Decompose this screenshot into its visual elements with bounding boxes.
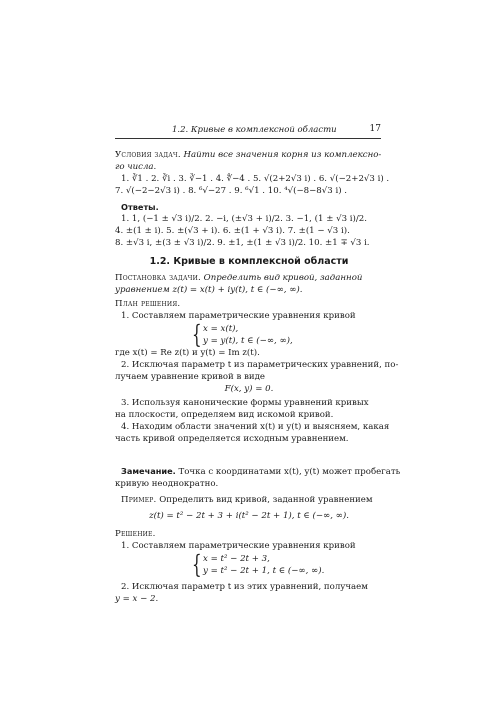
problem-text: Определить вид кривой, заданной bbox=[200, 273, 363, 283]
problem-block bbox=[115, 272, 383, 296]
param-eq-1: x = x(t), bbox=[203, 324, 239, 334]
solution-system bbox=[192, 550, 383, 579]
conditions-block bbox=[115, 149, 390, 197]
header-title: 1.2. Кривые в комплексной области bbox=[172, 125, 337, 135]
answers-line-1: 1. 1, (−1 ± √3 i)/2. 2. −i, (±√3 + i)/2. 3. −1, (1 ± √3 i)/2. bbox=[121, 214, 368, 224]
example-block bbox=[115, 494, 383, 526]
solution-block bbox=[115, 528, 383, 605]
problem-label: Постановка задачи. bbox=[115, 273, 201, 283]
remark-text: Точка с координатами x(t), y(t) может пробегать bbox=[175, 467, 401, 477]
solution-eq-2: y = t² − 2t + 1, t ∈ (−∞, ∞). bbox=[203, 566, 325, 576]
example-equation: z(t) = t² − 2t + 3 + i(t² − 2t + 1), t ∈ (−∞, ∞). bbox=[149, 511, 349, 521]
conditions-label: Условия задач. bbox=[115, 150, 181, 160]
plan-step-4a: 4. Находим области значений x(t) и y(t) и выясняем, какая bbox=[121, 422, 390, 432]
solution-step-2b: y = x − 2. bbox=[115, 594, 159, 604]
answers-title: Ответы. bbox=[121, 202, 159, 212]
example-text: Определить вид кривой, заданной уравнением bbox=[156, 495, 373, 505]
curve-equation: F(x, y) = 0. bbox=[224, 384, 274, 394]
problem-text-2: уравнением z(t) = x(t) + iy(t), t ∈ (−∞, ∞). bbox=[115, 285, 303, 295]
solution-step-1: 1. Составляем параметрические уравнения кривой bbox=[121, 541, 356, 551]
running-header bbox=[115, 124, 381, 138]
plan-step-2b: лучаем уравнение кривой в виде bbox=[115, 372, 266, 382]
remark-label: Замечание. bbox=[121, 466, 176, 476]
solution-step-2a: 2. Исключая параметр t из этих уравнений, получаем bbox=[121, 582, 368, 592]
param-system bbox=[192, 320, 383, 349]
remark-block bbox=[115, 465, 401, 490]
plan-block bbox=[115, 298, 399, 445]
header-rule bbox=[115, 138, 381, 139]
tasks-line-1: 1. ∛1 . 2. ∛i . 3. ∛−1 . 4. ∜−4 . 5. √(2+2√3 i) . 6. √(−2+2√3 i) . bbox=[121, 174, 390, 184]
plan-label: План решения. bbox=[115, 299, 181, 309]
brace: { bbox=[192, 320, 202, 349]
param-eq-2: y = y(t), t ∈ (−∞, ∞), bbox=[203, 336, 293, 346]
answers-line-3: 8. ±√3 i, ±(3 ± √3 i)/2. 9. ±1, ±(1 ± √3 i)/2. 10. ±1 ∓ √3 i. bbox=[115, 238, 370, 248]
conditions-text-2: го числа. bbox=[115, 162, 157, 172]
section-title: 1.2. Кривые в комплексной области bbox=[149, 256, 349, 267]
plan-step-1: 1. Составляем параметрические уравнения кривой bbox=[121, 311, 356, 321]
solution-brace: { bbox=[192, 550, 202, 579]
answers-line-2: 4. ±(1 ± i). 5. ±(√3 + i). 6. ±(1 + √3 i). 7. ±(1 − √3 i). bbox=[115, 226, 350, 236]
plan-step-3b: на плоскости, определяем вид искомой кривой. bbox=[115, 410, 334, 420]
answers-block bbox=[115, 201, 383, 249]
plan-where: где x(t) = Re z(t) и y(t) = Im z(t). bbox=[115, 348, 260, 358]
tasks-line-2: 7. √(−2−2√3 i) . 8. ⁶√−27 . 9. ⁶√1 . 10. ⁴√(−8−8√3 i) . bbox=[115, 186, 348, 196]
plan-step-2a: 2. Исключая параметр t из параметрических уравнений, по- bbox=[121, 360, 399, 370]
conditions-text: Найти все значения корня из комплексно- bbox=[180, 150, 382, 160]
solution-eq-1: x = t² − 2t + 3, bbox=[203, 554, 270, 564]
page-number: 17 bbox=[369, 124, 381, 134]
remark-text-2: кривую неоднократно. bbox=[115, 479, 219, 489]
solution-label: Решение. bbox=[115, 529, 156, 539]
plan-step-3a: 3. Используя канонические формы уравнений кривых bbox=[121, 398, 369, 408]
example-label: Пример. bbox=[121, 495, 157, 505]
plan-step-4b: часть кривой определяется исходным уравнением. bbox=[115, 434, 349, 444]
